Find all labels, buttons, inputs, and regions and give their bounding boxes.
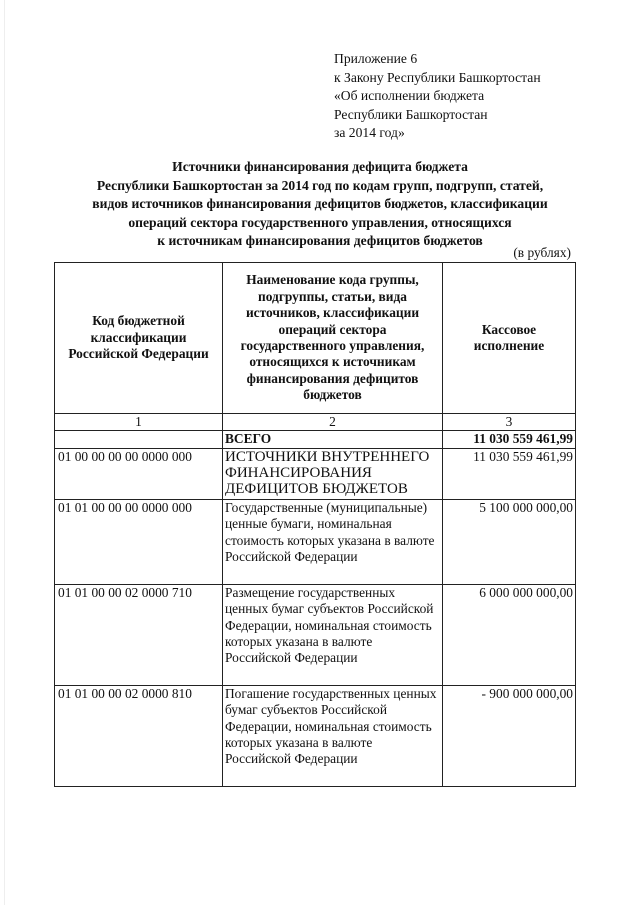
table-row [55, 448, 576, 499]
title-line: операций сектора государственного управления, относящихся [128, 214, 512, 230]
sources-table [54, 262, 576, 787]
appendix-line: Приложение 6 [334, 51, 418, 66]
table-row [55, 584, 576, 685]
row-code: 01 00 00 00 00 0000 000 [55, 448, 223, 499]
row-amount: 6 000 000 000,00 [443, 584, 576, 685]
total-row [55, 431, 576, 448]
table-row [55, 499, 576, 584]
column-number-row [55, 414, 576, 431]
title-line: к источникам финансирования дефицитов бюджетов [157, 233, 483, 248]
row-name: Погашение государственных ценных бумаг субъектов Российской Федерации, номинальная стоимость которых указана в валюте Российской Федерации [223, 685, 443, 786]
total-amount: 11 030 559 461,99 [443, 431, 576, 448]
row-code: 01 01 00 00 02 0000 710 [55, 584, 223, 685]
column-number: 2 [223, 414, 443, 431]
row-name: Государственные (муниципальные) ценные бумаги, номинальная стоимость которых указана в валюте Российской Федерации [223, 499, 443, 584]
column-number: 3 [443, 414, 576, 431]
scan-edge [4, 0, 5, 905]
row-code: 01 01 00 00 00 0000 000 [55, 499, 223, 584]
title-line: видов источников финансирования дефицитов бюджетов, классификации [92, 196, 548, 211]
row-amount: 5 100 000 000,00 [443, 499, 576, 584]
header-code: Код бюджетной классификации Российской Федерации [55, 263, 223, 414]
header-row [55, 263, 576, 414]
title-line: Источники финансирования дефицита бюджета [172, 159, 468, 174]
appendix-line: Республики Башкортостан [334, 106, 488, 122]
row-code: 01 01 00 00 02 0000 810 [55, 685, 223, 786]
row-amount: 11 030 559 461,99 [443, 448, 576, 499]
table-row [55, 685, 576, 786]
row-amount: - 900 000 000,00 [443, 685, 576, 786]
column-number: 1 [55, 414, 223, 431]
header-name: Наименование кода группы, подгруппы, статьи, вида источников, классификации операций сектора государственного управления, относящихся к источникам финансирования дефицитов бюджетов [223, 263, 443, 414]
title-line: Республики Башкортостан за 2014 год по кодам групп, подгрупп, статей, [96, 177, 544, 193]
row-name: Размещение государственных ценных бумаг субъектов Российской Федерации, номинальная стоимость которых указана в валюте Российской Федерации [223, 584, 443, 685]
units-label: (в рублях) [513, 245, 571, 260]
row-name: ИСТОЧНИКИ ВНУТРЕННЕГО ФИНАНСИРОВАНИЯ ДЕФИЦИТОВ БЮДЖЕТОВ [223, 448, 443, 499]
header-amount: Кассовое исполнение [443, 263, 576, 414]
appendix-note [334, 50, 541, 143]
appendix-line: «Об исполнении бюджета [334, 88, 485, 104]
document-title [40, 158, 600, 251]
total-label: ВСЕГО [223, 431, 443, 448]
total-code-cell [55, 431, 223, 448]
appendix-line: к Закону Республики Башкортостан [334, 69, 541, 85]
appendix-line: за 2014 год» [334, 125, 405, 141]
